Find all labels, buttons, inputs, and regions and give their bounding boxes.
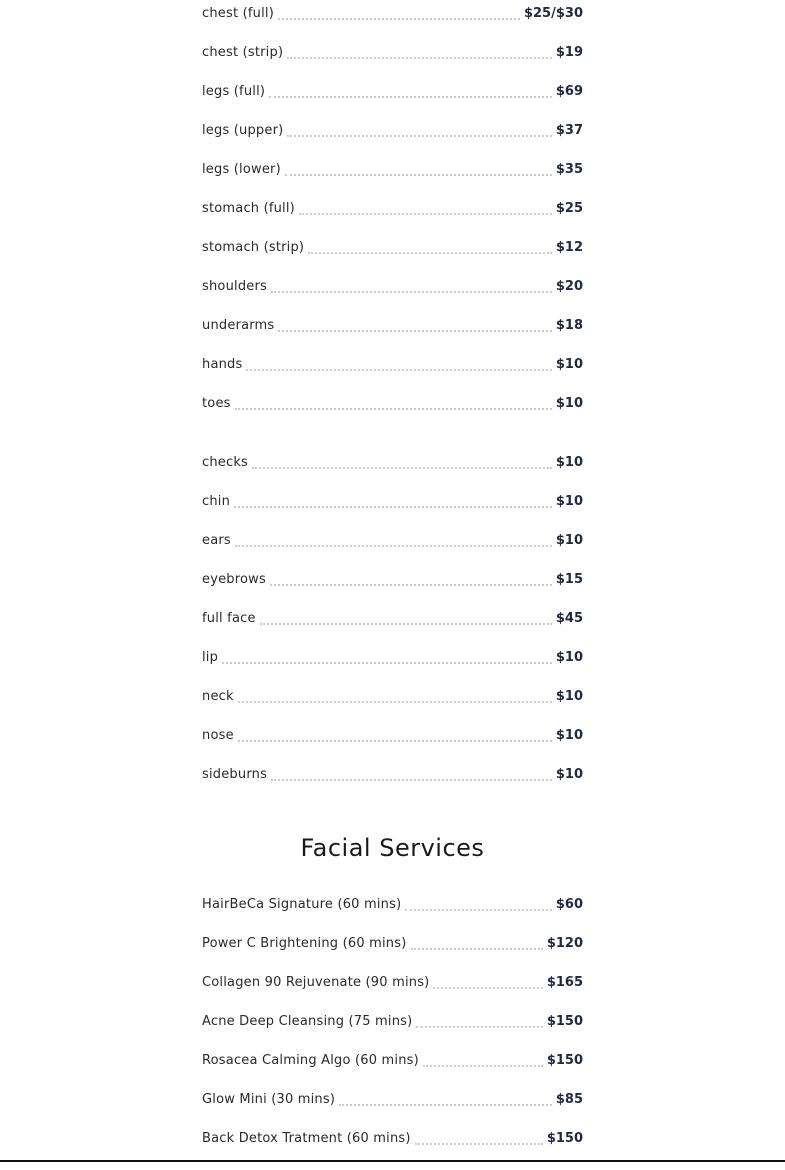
- service-name: full face: [202, 611, 256, 626]
- service-name: shoulders: [202, 279, 267, 294]
- price-row: [202, 455, 583, 494]
- service-name: chin: [202, 494, 231, 509]
- dotted-leader: [278, 330, 551, 332]
- service-name: chest (strip): [202, 45, 284, 60]
- service-name: legs (upper): [202, 123, 284, 138]
- service-name: sideburns: [202, 767, 268, 782]
- service-price: $10: [555, 650, 583, 665]
- dotted-leader: [238, 740, 552, 742]
- service-name: Glow Mini (30 mins): [202, 1092, 336, 1107]
- price-row: [202, 279, 583, 318]
- price-row: [202, 494, 583, 533]
- service-name: legs (full): [202, 84, 266, 99]
- price-row: [202, 396, 583, 435]
- dotted-leader: [287, 57, 552, 59]
- service-name: Collagen 90 Rejuvenate (90 mins): [202, 975, 430, 990]
- service-name: Acne Deep Cleansing (75 mins): [202, 1014, 413, 1029]
- face-price-list: [202, 455, 583, 806]
- price-row: [202, 1053, 583, 1092]
- service-price: $10: [555, 767, 583, 782]
- price-row: [202, 650, 583, 689]
- service-price: $35: [555, 162, 583, 177]
- service-price: $18: [555, 318, 583, 333]
- price-row: [202, 162, 583, 201]
- dotted-leader: [433, 987, 542, 989]
- service-price: $12: [555, 240, 583, 255]
- dotted-leader: [285, 174, 552, 176]
- dotted-leader: [278, 18, 520, 20]
- service-name: nose: [202, 728, 234, 743]
- service-name: ears: [202, 533, 231, 548]
- body-price-list: [202, 6, 583, 435]
- price-row: [202, 357, 583, 396]
- price-row: [202, 6, 583, 45]
- price-row: [202, 1014, 583, 1053]
- service-name: Power C Brightening (60 mins): [202, 936, 407, 951]
- dotted-leader: [416, 1026, 542, 1028]
- service-name: eyebrows: [202, 572, 266, 587]
- service-price: $69: [555, 84, 583, 99]
- service-name: stomach (full): [202, 201, 295, 216]
- price-row: [202, 240, 583, 279]
- service-name: HairBeCa Signature (60 mins): [202, 897, 402, 912]
- service-price: $10: [555, 357, 583, 372]
- dotted-leader: [252, 467, 552, 469]
- dotted-leader: [269, 96, 552, 98]
- service-price: $150: [546, 1053, 583, 1068]
- dotted-leader: [222, 662, 552, 664]
- price-row: [202, 123, 583, 162]
- service-name: lip: [202, 650, 219, 665]
- service-price: $10: [555, 728, 583, 743]
- service-price: $165: [546, 975, 583, 990]
- dotted-leader: [299, 213, 552, 215]
- service-price: $10: [555, 494, 583, 509]
- dotted-leader: [415, 1143, 543, 1145]
- dotted-leader: [234, 506, 552, 508]
- dotted-leader: [287, 135, 551, 137]
- price-row: [202, 572, 583, 611]
- service-price: $25: [555, 201, 583, 216]
- dotted-leader: [271, 291, 552, 293]
- facial-price-list: [202, 897, 583, 1170]
- dotted-leader: [260, 623, 552, 625]
- price-row: [202, 45, 583, 84]
- price-row: [202, 1131, 583, 1170]
- service-name: hands: [202, 357, 243, 372]
- service-price: $150: [546, 1131, 583, 1146]
- price-row: [202, 728, 583, 767]
- service-price: $10: [555, 533, 583, 548]
- service-price: $45: [555, 611, 583, 626]
- service-price: $19: [555, 45, 583, 60]
- dotted-leader: [405, 909, 552, 911]
- service-price: $37: [555, 123, 583, 138]
- price-row: [202, 611, 583, 650]
- dotted-leader: [411, 948, 543, 950]
- dotted-leader: [271, 779, 552, 781]
- section-title: Facial Services: [300, 834, 485, 862]
- service-price: $20: [555, 279, 583, 294]
- dotted-leader: [339, 1104, 552, 1106]
- price-row: [202, 533, 583, 572]
- price-row: [202, 936, 583, 975]
- service-price: $10: [555, 455, 583, 470]
- service-price: $10: [555, 689, 583, 704]
- service-price: $25/$30: [523, 6, 583, 21]
- service-name: toes: [202, 396, 231, 411]
- service-price: $10: [555, 396, 583, 411]
- service-name: legs (lower): [202, 162, 281, 177]
- service-name: Back Detox Tratment (60 mins): [202, 1131, 411, 1146]
- price-row: [202, 84, 583, 123]
- service-price: $120: [546, 936, 583, 951]
- service-price: $85: [555, 1092, 583, 1107]
- price-row: [202, 1092, 583, 1131]
- service-price: $60: [555, 897, 583, 912]
- dotted-leader: [235, 545, 552, 547]
- service-name: stomach (strip): [202, 240, 305, 255]
- service-name: chest (full): [202, 6, 274, 21]
- dotted-leader: [270, 584, 552, 586]
- service-name: underarms: [202, 318, 275, 333]
- price-row: [202, 897, 583, 936]
- price-row: [202, 318, 583, 357]
- service-price: $150: [546, 1014, 583, 1029]
- price-row: [202, 975, 583, 1014]
- price-row: [202, 689, 583, 728]
- dotted-leader: [423, 1065, 543, 1067]
- service-price: $15: [555, 572, 583, 587]
- service-name: Rosacea Calming Algo (60 mins): [202, 1053, 419, 1068]
- service-name: neck: [202, 689, 234, 704]
- service-name: checks: [202, 455, 249, 470]
- price-row: [202, 767, 583, 806]
- dotted-leader: [246, 369, 551, 371]
- dotted-leader: [238, 701, 552, 703]
- price-row: [202, 201, 583, 240]
- dotted-leader: [308, 252, 552, 254]
- dotted-leader: [235, 408, 552, 410]
